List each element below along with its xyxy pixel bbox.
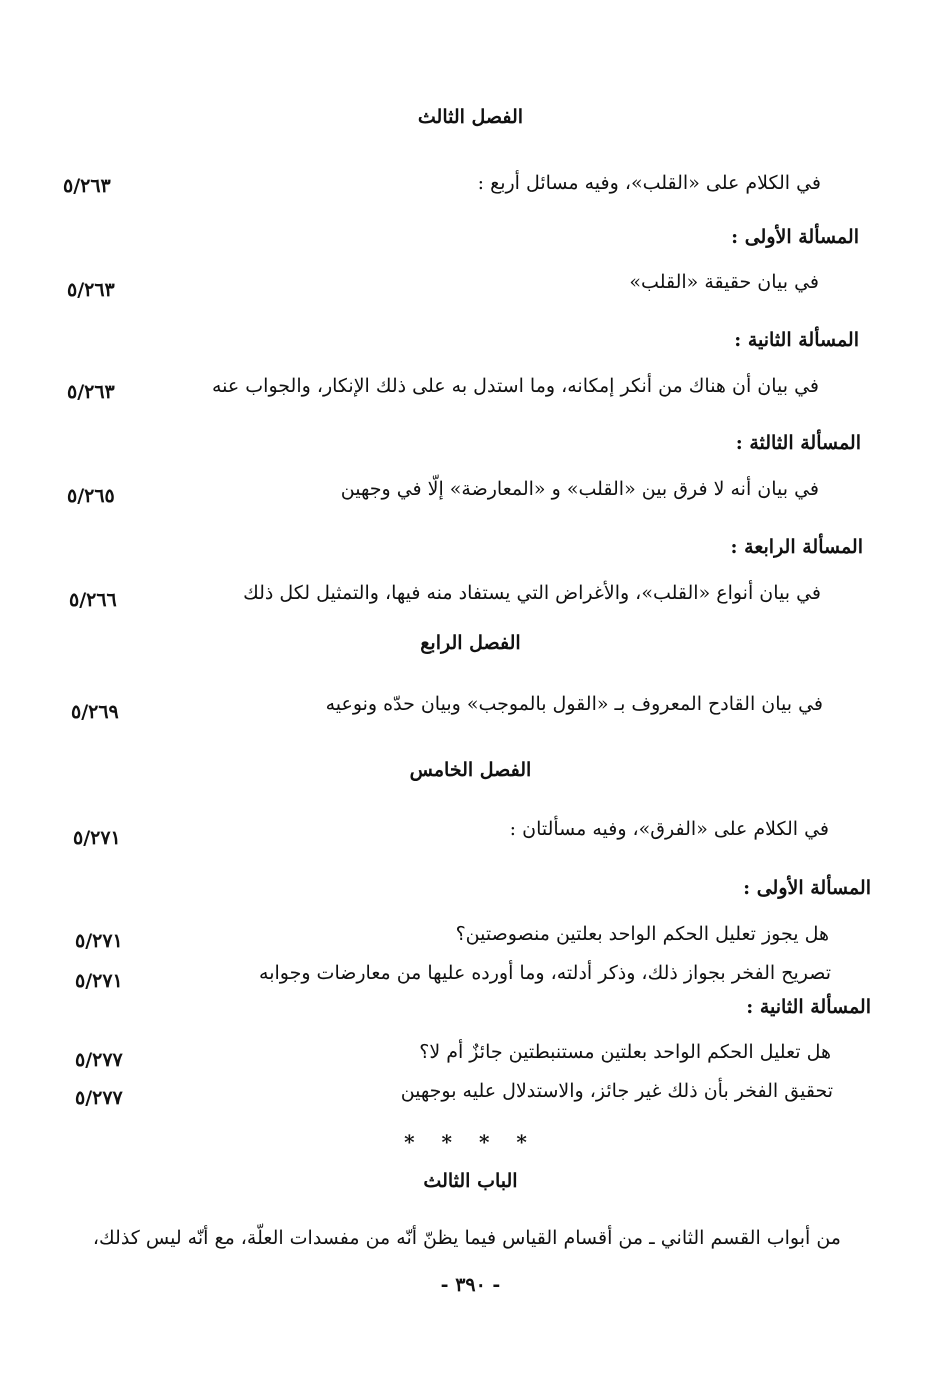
entry-7-text: في الكلام على «الفرق»، وفيه مسألتان : <box>509 818 829 840</box>
entry-6-page: ٥/٢٦٩ <box>71 701 119 723</box>
entry-2-text: في بيان حقيقة «القلب» <box>629 271 819 293</box>
chapter-4-heading: الفصل الرابع <box>420 632 521 654</box>
entry-4-page: ٥/٢٦٥ <box>67 485 115 507</box>
entry-11-text: تحقيق الفخر بأن ذلك غير جائز، والاستدلال عليه بوجهين <box>400 1080 833 1102</box>
entry-5-text: في بيان أنواع «القلب»، والأغراض التي يستفاد منه فيها، والتمثيل لكل ذلك <box>243 582 821 604</box>
page-number: - ٣٩٠ - <box>440 1274 501 1296</box>
question-2-heading: المسألة الثانية : <box>734 329 859 351</box>
entry-11-page: ٥/٢٧٧ <box>75 1087 123 1109</box>
part-3-text: من أبواب القسم الثاني ـ من أقسام القياس فيما يظنّ أنّه من مفسدات العلّة، مع أنّه ليس كذلك، <box>92 1227 841 1249</box>
question-2b-heading: المسألة الثانية : <box>746 996 871 1018</box>
entry-10-text: هل تعليل الحكم الواحد بعلتين مستنبطتين جائزٌ أم لا؟ <box>419 1041 831 1063</box>
question-4-heading: المسألة الرابعة : <box>730 536 863 558</box>
entry-2-page: ٥/٢٦٣ <box>67 279 115 301</box>
entry-6-text: في بيان القادح المعروف بـ «القول بالموجب» وبيان حدّه ونوعيه <box>325 693 823 715</box>
entry-7-page: ٥/٢٧١ <box>73 827 121 849</box>
question-1-heading: المسألة الأولى : <box>731 226 859 248</box>
entry-5-page: ٥/٢٦٦ <box>69 589 117 611</box>
entry-4-text: في بيان أنه لا فرق بين «القلب» و «المعارضة» إلّا في وجهين <box>340 478 819 500</box>
entry-8-text: هل يجوز تعليل الحكم الواحد بعلتين منصوصتين؟ <box>455 923 829 945</box>
entry-8-page: ٥/٢٧١ <box>75 930 123 952</box>
chapter-3-heading: الفصل الثالث <box>417 106 524 128</box>
entry-9-page: ٥/٢٧١ <box>75 970 123 992</box>
chapter-5-heading: الفصل الخامس <box>409 759 532 781</box>
entry-3-text: في بيان أن هناك من أنكر إمكانه، وما استدل به على ذلك الإنكار، والجواب عنه <box>212 375 819 397</box>
question-1b-heading: المسألة الأولى : <box>743 877 871 899</box>
entry-3-page: ٥/٢٦٣ <box>67 381 115 403</box>
entry-1-text: في الكلام على «القلب»، وفيه مسائل أربع : <box>477 172 821 194</box>
entry-10-page: ٥/٢٧٧ <box>75 1049 123 1071</box>
section-separator: * * * * <box>404 1130 537 1154</box>
question-3-heading: المسألة الثالثة : <box>735 432 861 454</box>
entry-9-text: تصريح الفخر بجواز ذلك، وذكر أدلته، وما أورده عليها من معارضات وجوابه <box>259 962 831 984</box>
part-3-heading: الباب الثالث <box>423 1170 518 1192</box>
entry-1-page: ٥/٢٦٣ <box>63 175 111 197</box>
